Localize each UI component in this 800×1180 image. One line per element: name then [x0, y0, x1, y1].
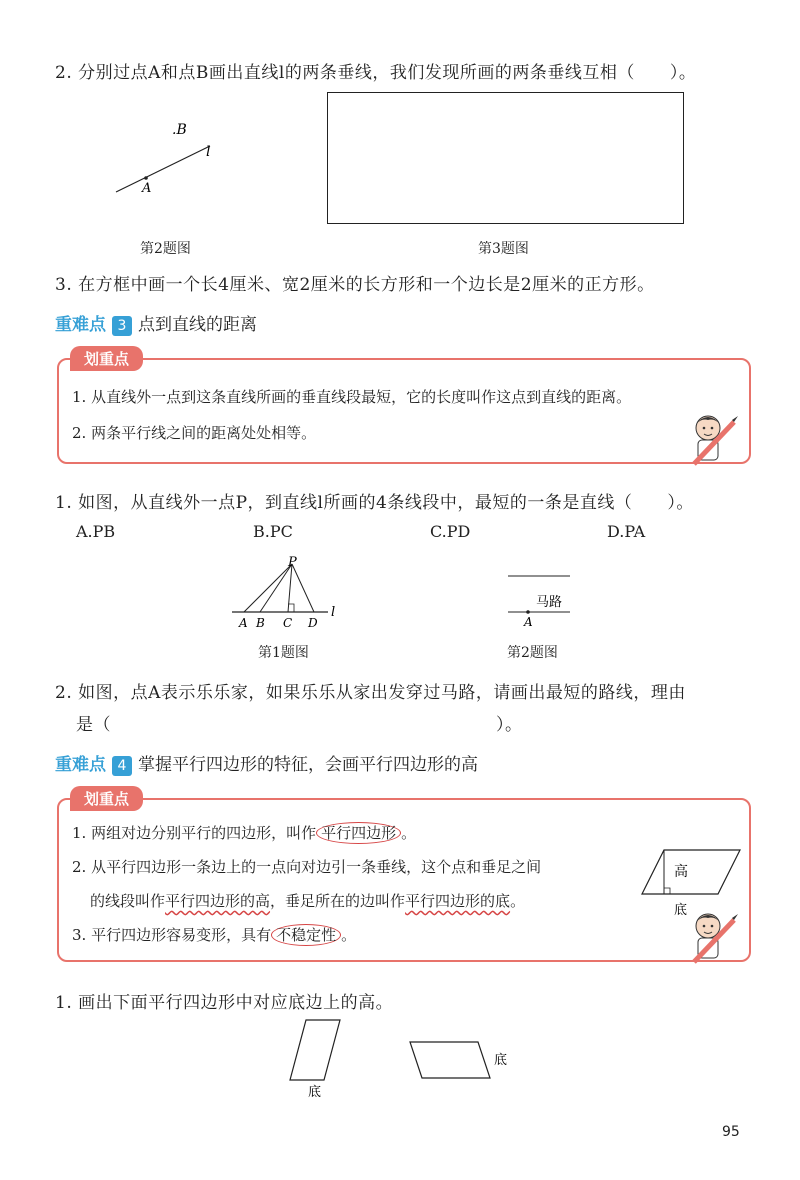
boy-with-pencil-icon	[686, 410, 740, 468]
line-l	[116, 146, 210, 192]
section-3-question-2-line-1: 2. 如图，点A表示乐乐家，如果乐乐从家出发穿过马路，请画出最短的路线，理由	[55, 683, 686, 703]
boy-with-pencil-icon-2	[686, 908, 740, 966]
figure-2-caption: 第2题图	[140, 241, 191, 257]
section-3-question-1: 1. 如图，从直线外一点P，到直线l所画的4条线段中，最短的一条是直线（ ）。	[55, 493, 694, 513]
section-4-question-1: 1. 画出下面平行四边形中对应底边上的高。	[55, 993, 394, 1013]
parallelogram-shape	[642, 850, 740, 894]
segment-pa	[244, 564, 292, 612]
label-b: B	[256, 616, 265, 630]
key-points-tab-3: 划重点	[70, 346, 143, 371]
figure-1-perpendicular-diagram	[228, 552, 348, 632]
key-point-4-1-text: 1. 两组对边分别平行的四边形，叫作	[72, 824, 317, 842]
label-c: C	[283, 616, 293, 630]
option-a[interactable]: A.PB	[76, 522, 116, 541]
label-a: A	[239, 616, 248, 630]
label-a: A	[142, 181, 152, 196]
point-a	[526, 610, 530, 614]
label-base: 底	[674, 903, 688, 918]
key-points-tab-4: 划重点	[70, 786, 143, 811]
question-3-text: 3. 在方框中画一个长4厘米、宽2厘米的长方形和一个边长是2厘米的正方形。	[55, 275, 655, 295]
section-3-title: 点到直线的距离	[138, 315, 257, 335]
segment-pb	[260, 564, 292, 612]
key-point-4-1	[72, 822, 416, 843]
parallelogram-2-shape	[410, 1042, 490, 1078]
key-point-4-1-end: 。	[401, 824, 417, 842]
key-points-box-3	[57, 358, 751, 464]
section-3-question-2-line-2: 是（ ）。	[76, 715, 523, 735]
key-point-4-2-end: 。	[510, 892, 526, 910]
key-point-4-3-text: 3. 平行四边形容易变形，具有	[72, 926, 272, 944]
option-c[interactable]: C.PD	[430, 522, 471, 541]
label-l: l	[331, 605, 336, 620]
parallelogram-2-base-label: 底	[494, 1053, 508, 1068]
figure-2-line-diagram	[100, 110, 230, 200]
key-point-4-3	[72, 924, 356, 945]
section-3-tag: 重难点	[55, 315, 106, 335]
point-a	[144, 176, 148, 180]
term-instability: 不稳定性	[271, 924, 341, 946]
label-d: D	[308, 616, 318, 630]
section-3-figure-1-caption: 第1题图	[258, 645, 309, 661]
term-height: 平行四边形的高	[165, 892, 271, 910]
key-point-3-2: 2. 两条平行线之间的距离处处相等。	[72, 424, 317, 442]
label-road: 马路	[536, 595, 563, 610]
section-4-tag: 重难点	[55, 755, 106, 775]
page-number: 95	[722, 1124, 740, 1140]
key-point-4-3-end: 。	[341, 926, 357, 944]
parallelogram-1[interactable]	[284, 1014, 344, 1100]
key-point-3-1: 1. 从直线外一点到这条直线所画的垂直线段最短，它的长度叫作这点到直线的距离。	[72, 388, 632, 406]
question-2-text: 2. 分别过点A和点B画出直线l的两条垂线，我们发现所画的两条垂线互相（ ）。	[55, 63, 697, 83]
label-l: l	[206, 144, 211, 160]
section-3-number: 3	[112, 316, 132, 336]
section-4-number: 4	[112, 756, 132, 776]
label-p: P	[288, 555, 297, 570]
figure-3-caption: 第3题图	[478, 241, 529, 257]
figure-2-road-diagram	[500, 566, 580, 630]
label-a: A	[524, 615, 533, 629]
parallelogram-2[interactable]	[406, 1036, 522, 1086]
section-3-figure-2-caption: 第2题图	[507, 645, 558, 661]
label-b: .B	[172, 122, 187, 138]
option-b[interactable]: B.PC	[253, 522, 293, 541]
parallelogram-1-base-label: 底	[308, 1085, 322, 1100]
key-point-4-2-line-2	[90, 890, 525, 911]
term-base: 平行四边形的底	[405, 892, 511, 910]
section-3-heading	[55, 310, 257, 336]
section-4-heading	[55, 750, 478, 776]
segment-pc	[288, 564, 292, 612]
section-4-title: 掌握平行四边形的特征，会画平行四边形的高	[138, 755, 478, 775]
key-point-4-2-line-1: 2. 从平行四边形一条边上的一点向对边引一条垂线，这个点和垂足之间	[72, 858, 542, 876]
option-d[interactable]: D.PA	[607, 522, 646, 541]
key-point-4-2-mid: ，垂足所在的边叫作	[270, 892, 406, 910]
term-parallelogram: 平行四边形	[316, 822, 401, 844]
drawing-box[interactable]	[327, 92, 684, 224]
parallelogram-1-shape	[290, 1020, 340, 1080]
key-point-4-2-text: 的线段叫作	[90, 892, 166, 910]
segment-pd	[292, 564, 314, 612]
label-height: 高	[674, 864, 688, 880]
